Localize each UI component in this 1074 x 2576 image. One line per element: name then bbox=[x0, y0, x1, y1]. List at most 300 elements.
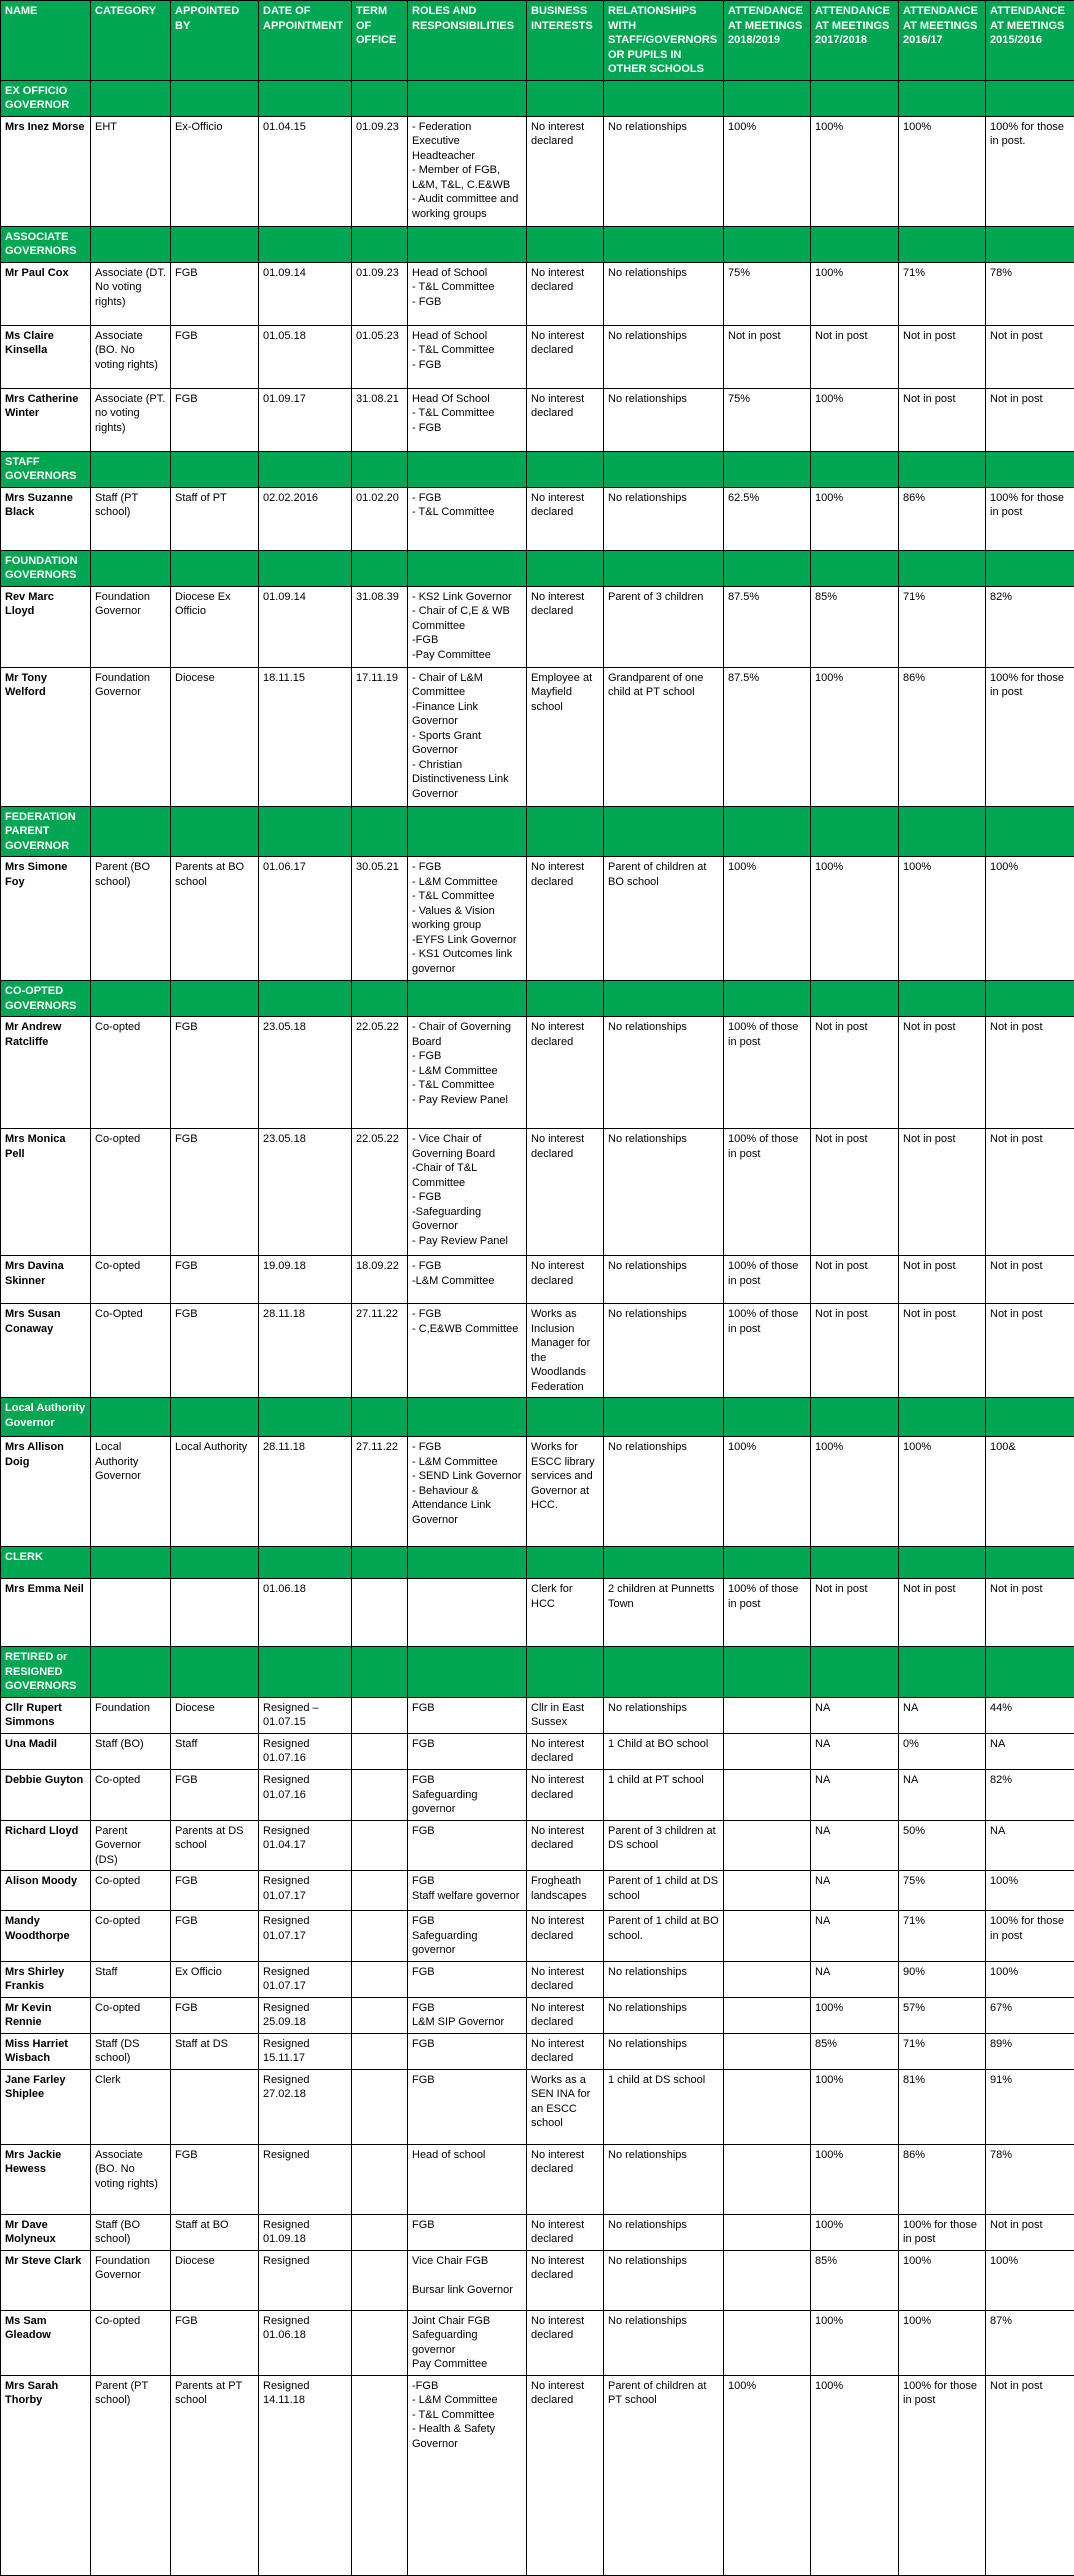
section-title: CO-OPTED GOVERNORS bbox=[1, 981, 91, 1017]
relationships-cell: No relationships bbox=[604, 1304, 724, 1398]
section-empty-cell bbox=[408, 451, 527, 487]
column-header: ROLES AND RESPONSIBILITIES bbox=[408, 1, 527, 81]
section-empty-cell bbox=[259, 1547, 352, 1579]
relationships-cell: No relationships bbox=[604, 1961, 724, 1997]
appointed-by-cell: FGB bbox=[171, 325, 259, 388]
attendance-2017-2018-cell: 100% bbox=[811, 857, 899, 981]
business-interests-cell: No interest declared bbox=[527, 2375, 604, 2575]
attendance-2018-2019-cell bbox=[724, 1769, 811, 1820]
section-empty-cell bbox=[811, 1547, 899, 1579]
attendance-2017-2018-cell: 100% bbox=[811, 388, 899, 451]
section-empty-cell bbox=[811, 806, 899, 857]
term-cell bbox=[352, 1733, 408, 1769]
attendance-2016-17-cell: NA bbox=[899, 1697, 986, 1733]
roles-cell: FGB Safeguarding governor bbox=[408, 1769, 527, 1820]
date-cell: 28.11.18 bbox=[259, 1304, 352, 1398]
attendance-2015-2016-cell: 78% bbox=[986, 262, 1074, 325]
table-row bbox=[1, 2069, 1074, 2144]
relationships-cell: No relationships bbox=[604, 1129, 724, 1256]
roles-cell: FGB bbox=[408, 1961, 527, 1997]
business-interests-cell: No interest declared bbox=[527, 2033, 604, 2069]
attendance-2015-2016-cell: Not in post bbox=[986, 1017, 1074, 1129]
term-cell bbox=[352, 2214, 408, 2250]
term-cell bbox=[352, 1769, 408, 1820]
appointed-by-cell: Staff at DS bbox=[171, 2033, 259, 2069]
category-cell: Staff (PT school) bbox=[91, 487, 171, 550]
attendance-2016-17-cell: 86% bbox=[899, 487, 986, 550]
section-empty-cell bbox=[899, 981, 986, 1017]
attendance-2018-2019-cell bbox=[724, 1820, 811, 1871]
name-cell: Alison Moody bbox=[1, 1871, 91, 1911]
attendance-2016-17-cell: Not in post bbox=[899, 1129, 986, 1256]
section-empty-cell bbox=[527, 1398, 604, 1437]
appointed-by-cell: FGB bbox=[171, 1871, 259, 1911]
roles-cell: FGB bbox=[408, 2069, 527, 2144]
attendance-2015-2016-cell: NA bbox=[986, 1733, 1074, 1769]
term-cell: 31.08.39 bbox=[352, 586, 408, 667]
term-cell: 17.11.19 bbox=[352, 667, 408, 806]
section-empty-cell bbox=[352, 1398, 408, 1437]
attendance-2018-2019-cell: 100% of those in post bbox=[724, 1579, 811, 1647]
relationships-cell: No relationships bbox=[604, 325, 724, 388]
appointed-by-cell: FGB bbox=[171, 1304, 259, 1398]
attendance-2018-2019-cell: 62.5% bbox=[724, 487, 811, 550]
section-empty-cell bbox=[811, 451, 899, 487]
attendance-2016-17-cell: 100% bbox=[899, 1437, 986, 1547]
date-cell: Resigned 01.07.17 bbox=[259, 1871, 352, 1911]
name-cell: Mr Andrew Ratcliffe bbox=[1, 1017, 91, 1129]
category-cell: Co-opted bbox=[91, 1911, 171, 1962]
section-empty-cell bbox=[171, 80, 259, 116]
date-cell: 01.06.17 bbox=[259, 857, 352, 981]
attendance-2018-2019-cell bbox=[724, 1871, 811, 1911]
name-cell: Ms Claire Kinsella bbox=[1, 325, 91, 388]
section-empty-cell bbox=[171, 1647, 259, 1698]
section-empty-cell bbox=[352, 451, 408, 487]
section-empty-cell bbox=[604, 981, 724, 1017]
category-cell: Parent (PT school) bbox=[91, 2375, 171, 2575]
name-cell: Debbie Guyton bbox=[1, 1769, 91, 1820]
appointed-by-cell: Staff bbox=[171, 1733, 259, 1769]
section-empty-cell bbox=[986, 1398, 1074, 1437]
section-empty-cell bbox=[171, 226, 259, 262]
category-cell: Associate (DT. No voting rights) bbox=[91, 262, 171, 325]
roles-cell: - Chair of L&M Committee -Finance Link Governor - Sports Grant Governor - Christian Distinctiveness Link Governor bbox=[408, 667, 527, 806]
business-interests-cell: Employee at Mayfield school bbox=[527, 667, 604, 806]
relationships-cell: 1 child at DS school bbox=[604, 2069, 724, 2144]
table-row bbox=[1, 2144, 1074, 2214]
date-cell: Resigned 01.06.18 bbox=[259, 2310, 352, 2375]
business-interests-cell: No interest declared bbox=[527, 2310, 604, 2375]
term-cell: 01.05.23 bbox=[352, 325, 408, 388]
term-cell: 01.02.20 bbox=[352, 487, 408, 550]
roles-cell: FGB bbox=[408, 2214, 527, 2250]
section-empty-cell bbox=[408, 1547, 527, 1579]
category-cell: Foundation bbox=[91, 1697, 171, 1733]
category-cell: EHT bbox=[91, 116, 171, 226]
business-interests-cell: No interest declared bbox=[527, 2214, 604, 2250]
date-cell: Resigned 14.11.18 bbox=[259, 2375, 352, 2575]
section-empty-cell bbox=[899, 226, 986, 262]
section-empty-cell bbox=[171, 806, 259, 857]
relationships-cell: No relationships bbox=[604, 2310, 724, 2375]
roles-cell: - FGB -L&M Committee bbox=[408, 1256, 527, 1304]
section-empty-cell bbox=[408, 1647, 527, 1698]
business-interests-cell: No interest declared bbox=[527, 325, 604, 388]
term-cell: 18.09.22 bbox=[352, 1256, 408, 1304]
attendance-2016-17-cell: 100% for those in post bbox=[899, 2214, 986, 2250]
section-empty-cell bbox=[171, 981, 259, 1017]
name-cell: Mrs Catherine Winter bbox=[1, 388, 91, 451]
table-row bbox=[1, 325, 1074, 388]
business-interests-cell: No interest declared bbox=[527, 1256, 604, 1304]
table-row bbox=[1, 1129, 1074, 1256]
section-empty-cell bbox=[259, 80, 352, 116]
appointed-by-cell: Diocese bbox=[171, 667, 259, 806]
attendance-2016-17-cell: 81% bbox=[899, 2069, 986, 2144]
section-empty-cell bbox=[259, 451, 352, 487]
attendance-2018-2019-cell bbox=[724, 2144, 811, 2214]
date-cell: 18.11.15 bbox=[259, 667, 352, 806]
appointed-by-cell bbox=[171, 2069, 259, 2144]
section-empty-cell bbox=[899, 550, 986, 586]
business-interests-cell: Frogheath landscapes bbox=[527, 1871, 604, 1911]
category-cell: Co-opted bbox=[91, 1871, 171, 1911]
attendance-2018-2019-cell: 100% bbox=[724, 116, 811, 226]
attendance-2017-2018-cell: 100% bbox=[811, 116, 899, 226]
term-cell bbox=[352, 2033, 408, 2069]
section-empty-cell bbox=[408, 80, 527, 116]
attendance-2016-17-cell: Not in post bbox=[899, 1017, 986, 1129]
section-empty-cell bbox=[986, 1547, 1074, 1579]
section-title: EX OFFICIO GOVERNOR bbox=[1, 80, 91, 116]
attendance-2018-2019-cell: 100% bbox=[724, 1437, 811, 1547]
business-interests-cell: No interest declared bbox=[527, 1911, 604, 1962]
name-cell: Mrs Davina Skinner bbox=[1, 1256, 91, 1304]
roles-cell: -FGB - L&M Committee - T&L Committee - Health & Safety Governor bbox=[408, 2375, 527, 2575]
attendance-2018-2019-cell: 100% of those in post bbox=[724, 1017, 811, 1129]
section-empty-cell bbox=[259, 1647, 352, 1698]
date-cell: 01.05.18 bbox=[259, 325, 352, 388]
appointed-by-cell: FGB bbox=[171, 1997, 259, 2033]
roles-cell: - KS2 Link Governor - Chair of C,E & WB Committee -FGB -Pay Committee bbox=[408, 586, 527, 667]
attendance-2016-17-cell: Not in post bbox=[899, 1304, 986, 1398]
section-header-row bbox=[1, 550, 1074, 586]
business-interests-cell: Cllr in East Sussex bbox=[527, 1697, 604, 1733]
appointed-by-cell: Ex Officio bbox=[171, 1961, 259, 1997]
category-cell: Parent Governor (DS) bbox=[91, 1820, 171, 1871]
appointed-by-cell: FGB bbox=[171, 388, 259, 451]
business-interests-cell: Clerk for HCC bbox=[527, 1579, 604, 1647]
appointed-by-cell: FGB bbox=[171, 2310, 259, 2375]
appointed-by-cell: Staff at BO bbox=[171, 2214, 259, 2250]
attendance-2015-2016-cell: 82% bbox=[986, 586, 1074, 667]
attendance-2016-17-cell: 100% bbox=[899, 2310, 986, 2375]
column-header: ATTENDANCE AT MEETINGS 2018/2019 bbox=[724, 1, 811, 81]
header-row bbox=[1, 1, 1074, 81]
date-cell: 19.09.18 bbox=[259, 1256, 352, 1304]
date-cell: Resigned – 01.07.15 bbox=[259, 1697, 352, 1733]
attendance-2017-2018-cell: 85% bbox=[811, 586, 899, 667]
category-cell: Staff bbox=[91, 1961, 171, 1997]
name-cell: Mrs Shirley Frankis bbox=[1, 1961, 91, 1997]
attendance-2017-2018-cell: Not in post bbox=[811, 1304, 899, 1398]
name-cell: Mrs Susan Conaway bbox=[1, 1304, 91, 1398]
section-empty-cell bbox=[604, 1647, 724, 1698]
section-empty-cell bbox=[91, 1547, 171, 1579]
table-row bbox=[1, 1304, 1074, 1398]
date-cell: Resigned 27.02.18 bbox=[259, 2069, 352, 2144]
section-empty-cell bbox=[527, 981, 604, 1017]
column-header: TERM OF OFFICE bbox=[352, 1, 408, 81]
roles-cell: Vice Chair FGB Bursar link Governor bbox=[408, 2250, 527, 2310]
section-empty-cell bbox=[899, 1647, 986, 1698]
section-empty-cell bbox=[604, 1398, 724, 1437]
term-cell bbox=[352, 1961, 408, 1997]
attendance-2016-17-cell: 100% bbox=[899, 116, 986, 226]
appointed-by-cell: FGB bbox=[171, 262, 259, 325]
table-row bbox=[1, 1769, 1074, 1820]
section-empty-cell bbox=[408, 1398, 527, 1437]
term-cell bbox=[352, 2069, 408, 2144]
attendance-2016-17-cell: 100% for those in post bbox=[899, 2375, 986, 2575]
attendance-2015-2016-cell: 78% bbox=[986, 2144, 1074, 2214]
appointed-by-cell: FGB bbox=[171, 1911, 259, 1962]
roles-cell: Head Of School - T&L Committee - FGB bbox=[408, 388, 527, 451]
relationships-cell: Parent of 3 children bbox=[604, 586, 724, 667]
section-empty-cell bbox=[408, 226, 527, 262]
section-header-row bbox=[1, 806, 1074, 857]
attendance-2015-2016-cell: 44% bbox=[986, 1697, 1074, 1733]
attendance-2015-2016-cell: 100& bbox=[986, 1437, 1074, 1547]
section-empty-cell bbox=[408, 981, 527, 1017]
attendance-2018-2019-cell bbox=[724, 1961, 811, 1997]
date-cell: 28.11.18 bbox=[259, 1437, 352, 1547]
name-cell: Mandy Woodthorpe bbox=[1, 1911, 91, 1962]
column-header: DATE OF APPOINTMENT bbox=[259, 1, 352, 81]
section-empty-cell bbox=[171, 1547, 259, 1579]
business-interests-cell: No interest declared bbox=[527, 1997, 604, 2033]
attendance-2015-2016-cell: NA bbox=[986, 1820, 1074, 1871]
business-interests-cell: Works for ESCC library services and Governor at HCC. bbox=[527, 1437, 604, 1547]
attendance-2017-2018-cell: NA bbox=[811, 1911, 899, 1962]
attendance-2015-2016-cell: Not in post bbox=[986, 1579, 1074, 1647]
appointed-by-cell: FGB bbox=[171, 1256, 259, 1304]
attendance-2018-2019-cell bbox=[724, 2214, 811, 2250]
attendance-2017-2018-cell: 100% bbox=[811, 1997, 899, 2033]
attendance-2016-17-cell: 71% bbox=[899, 586, 986, 667]
section-empty-cell bbox=[986, 80, 1074, 116]
term-cell: 22.05.22 bbox=[352, 1129, 408, 1256]
name-cell: Mr Dave Molyneux bbox=[1, 2214, 91, 2250]
roles-cell: FGB bbox=[408, 1820, 527, 1871]
attendance-2017-2018-cell: 100% bbox=[811, 2375, 899, 2575]
table-row bbox=[1, 1437, 1074, 1547]
section-empty-cell bbox=[724, 981, 811, 1017]
term-cell bbox=[352, 1579, 408, 1647]
column-header: CATEGORY bbox=[91, 1, 171, 81]
attendance-2016-17-cell: 100% bbox=[899, 2250, 986, 2310]
attendance-2016-17-cell: 100% bbox=[899, 857, 986, 981]
term-cell bbox=[352, 1911, 408, 1962]
section-empty-cell bbox=[724, 1647, 811, 1698]
business-interests-cell: No interest declared bbox=[527, 1820, 604, 1871]
category-cell: Co-opted bbox=[91, 1256, 171, 1304]
table-row bbox=[1, 2033, 1074, 2069]
column-header: ATTENDANCE AT MEETINGS 2016/17 bbox=[899, 1, 986, 81]
relationships-cell: 2 children at Punnetts Town bbox=[604, 1579, 724, 1647]
attendance-2018-2019-cell bbox=[724, 1697, 811, 1733]
business-interests-cell: No interest declared bbox=[527, 1961, 604, 1997]
attendance-2017-2018-cell: 100% bbox=[811, 262, 899, 325]
business-interests-cell: No interest declared bbox=[527, 2144, 604, 2214]
section-empty-cell bbox=[527, 806, 604, 857]
table-row bbox=[1, 1733, 1074, 1769]
attendance-2015-2016-cell: 100% for those in post bbox=[986, 487, 1074, 550]
table-row bbox=[1, 262, 1074, 325]
roles-cell: - FGB - L&M Committee - SEND Link Governor - Behaviour & Attendance Link Governor bbox=[408, 1437, 527, 1547]
attendance-2017-2018-cell: 100% bbox=[811, 2069, 899, 2144]
section-header-row bbox=[1, 80, 1074, 116]
category-cell: Co-Opted bbox=[91, 1304, 171, 1398]
date-cell: Resigned 01.09.18 bbox=[259, 2214, 352, 2250]
attendance-2016-17-cell: 75% bbox=[899, 1871, 986, 1911]
attendance-2015-2016-cell: 82% bbox=[986, 1769, 1074, 1820]
attendance-2015-2016-cell: 100% for those in post bbox=[986, 1911, 1074, 1962]
appointed-by-cell bbox=[171, 1579, 259, 1647]
date-cell: 01.04.15 bbox=[259, 116, 352, 226]
section-empty-cell bbox=[899, 806, 986, 857]
attendance-2016-17-cell: 57% bbox=[899, 1997, 986, 2033]
attendance-2015-2016-cell: 67% bbox=[986, 1997, 1074, 2033]
section-title: Local Authority Governor bbox=[1, 1398, 91, 1437]
business-interests-cell: No interest declared bbox=[527, 1129, 604, 1256]
relationships-cell: No relationships bbox=[604, 2144, 724, 2214]
roles-cell: FGB Safeguarding governor bbox=[408, 1911, 527, 1962]
section-empty-cell bbox=[259, 981, 352, 1017]
appointed-by-cell: Parents at DS school bbox=[171, 1820, 259, 1871]
name-cell: Mrs Jackie Hewess bbox=[1, 2144, 91, 2214]
appointed-by-cell: Ex-Officio bbox=[171, 116, 259, 226]
section-empty-cell bbox=[811, 80, 899, 116]
name-cell: Mrs Allison Doig bbox=[1, 1437, 91, 1547]
roles-cell: FGB L&M SIP Governor bbox=[408, 1997, 527, 2033]
relationships-cell: No relationships bbox=[604, 1256, 724, 1304]
business-interests-cell: No interest declared bbox=[527, 388, 604, 451]
category-cell: Foundation Governor bbox=[91, 586, 171, 667]
section-empty-cell bbox=[527, 226, 604, 262]
relationships-cell: 1 child at PT school bbox=[604, 1769, 724, 1820]
attendance-2018-2019-cell: 100% of those in post bbox=[724, 1304, 811, 1398]
attendance-2018-2019-cell: 100% bbox=[724, 857, 811, 981]
section-empty-cell bbox=[352, 806, 408, 857]
attendance-2016-17-cell: Not in post bbox=[899, 1579, 986, 1647]
column-header: ATTENDANCE AT MEETINGS 2015/2016 bbox=[986, 1, 1074, 81]
section-empty-cell bbox=[259, 806, 352, 857]
appointed-by-cell: Diocese bbox=[171, 2250, 259, 2310]
relationships-cell: No relationships bbox=[604, 487, 724, 550]
business-interests-cell: No interest declared bbox=[527, 262, 604, 325]
business-interests-cell: Works as a SEN INA for an ESCC school bbox=[527, 2069, 604, 2144]
table-row bbox=[1, 2310, 1074, 2375]
attendance-2015-2016-cell: Not in post bbox=[986, 1256, 1074, 1304]
category-cell: Co-opted bbox=[91, 1129, 171, 1256]
section-header-row bbox=[1, 981, 1074, 1017]
term-cell: 27.11.22 bbox=[352, 1437, 408, 1547]
attendance-2015-2016-cell: Not in post bbox=[986, 1129, 1074, 1256]
attendance-2018-2019-cell bbox=[724, 1733, 811, 1769]
term-cell bbox=[352, 1997, 408, 2033]
section-empty-cell bbox=[724, 806, 811, 857]
attendance-2015-2016-cell: Not in post bbox=[986, 1304, 1074, 1398]
attendance-2017-2018-cell: Not in post bbox=[811, 325, 899, 388]
roles-cell: FGB bbox=[408, 2033, 527, 2069]
section-empty-cell bbox=[899, 451, 986, 487]
category-cell: Co-opted bbox=[91, 1769, 171, 1820]
relationships-cell: No relationships bbox=[604, 2033, 724, 2069]
name-cell: Mrs Emma Neil bbox=[1, 1579, 91, 1647]
table-row bbox=[1, 857, 1074, 981]
attendance-2018-2019-cell: 100% bbox=[724, 2375, 811, 2575]
attendance-2017-2018-cell: 100% bbox=[811, 2310, 899, 2375]
column-header: NAME bbox=[1, 1, 91, 81]
table-row bbox=[1, 586, 1074, 667]
appointed-by-cell: Diocese bbox=[171, 1697, 259, 1733]
business-interests-cell: No interest declared bbox=[527, 1733, 604, 1769]
section-empty-cell bbox=[811, 1398, 899, 1437]
term-cell bbox=[352, 2144, 408, 2214]
term-cell: 30.05.21 bbox=[352, 857, 408, 981]
column-header: APPOINTED BY bbox=[171, 1, 259, 81]
category-cell: Staff (BO school) bbox=[91, 2214, 171, 2250]
section-empty-cell bbox=[171, 451, 259, 487]
section-empty-cell bbox=[811, 550, 899, 586]
table-row bbox=[1, 1911, 1074, 1962]
name-cell: Mrs Suzanne Black bbox=[1, 487, 91, 550]
section-empty-cell bbox=[527, 451, 604, 487]
category-cell: Foundation Governor bbox=[91, 667, 171, 806]
appointed-by-cell: Diocese Ex Officio bbox=[171, 586, 259, 667]
table-row bbox=[1, 487, 1074, 550]
section-title: STAFF GOVERNORS bbox=[1, 451, 91, 487]
section-header-row bbox=[1, 1647, 1074, 1698]
attendance-2016-17-cell: Not in post bbox=[899, 388, 986, 451]
section-empty-cell bbox=[91, 1647, 171, 1698]
column-header: RELATIONSHIPS WITH STAFF/GOVERNORS OR PUPILS IN OTHER SCHOOLS bbox=[604, 1, 724, 81]
attendance-2017-2018-cell: 85% bbox=[811, 2033, 899, 2069]
section-empty-cell bbox=[899, 80, 986, 116]
roles-cell: - Federation Executive Headteacher - Member of FGB, L&M, T&L, C.E&WB - Audit committee and working groups bbox=[408, 116, 527, 226]
name-cell: Mr Tony Welford bbox=[1, 667, 91, 806]
business-interests-cell: Works as Inclusion Manager for the Woodlands Federation bbox=[527, 1304, 604, 1398]
attendance-2018-2019-cell bbox=[724, 1911, 811, 1962]
attendance-2015-2016-cell: Not in post bbox=[986, 2214, 1074, 2250]
attendance-2016-17-cell: 0% bbox=[899, 1733, 986, 1769]
name-cell: Mr Steve Clark bbox=[1, 2250, 91, 2310]
section-empty-cell bbox=[527, 550, 604, 586]
section-header-row bbox=[1, 1547, 1074, 1579]
name-cell: Richard Lloyd bbox=[1, 1820, 91, 1871]
attendance-2018-2019-cell: 87.5% bbox=[724, 586, 811, 667]
section-empty-cell bbox=[604, 226, 724, 262]
relationships-cell: No relationships bbox=[604, 1017, 724, 1129]
roles-cell: FGB bbox=[408, 1733, 527, 1769]
category-cell: Staff (DS school) bbox=[91, 2033, 171, 2069]
section-empty-cell bbox=[604, 806, 724, 857]
section-empty-cell bbox=[604, 451, 724, 487]
date-cell: Resigned bbox=[259, 2144, 352, 2214]
roles-cell: Head of School - T&L Committee - FGB bbox=[408, 325, 527, 388]
